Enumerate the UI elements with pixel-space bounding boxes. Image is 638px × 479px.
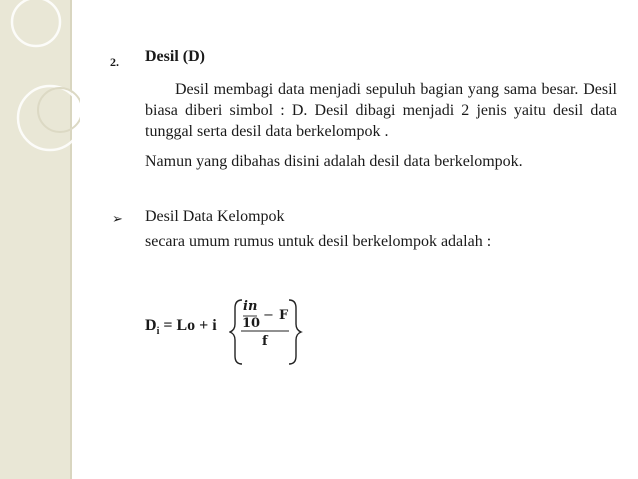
formula-numerator-bottom: 𝟏𝟎 — [242, 316, 261, 331]
formula-minus: − — [263, 308, 274, 323]
formula-F: F — [279, 308, 289, 323]
formula-brackets — [229, 296, 309, 368]
section-title: Desil (D) — [145, 48, 205, 65]
section-number: 2. — [110, 55, 119, 69]
formula-lhs-rest: = Lo + i — [159, 317, 217, 334]
arrow-bullet-icon: ➢ — [112, 211, 123, 226]
subsection-intro: secara umum rumus untuk desil berkelompok adalah : — [145, 233, 492, 250]
formula-f: f — [262, 334, 268, 349]
circle-decoration — [0, 0, 80, 160]
formula-numerator-top: 𝒊𝒏 — [243, 299, 258, 314]
formula-lhs-sub: i — [156, 326, 160, 338]
formula-lhs — [145, 317, 217, 337]
section-paragraph-2: Namun yang dibahas disini adalah desil data berkelompok. — [145, 153, 523, 170]
formula-lhs-var: D — [145, 317, 157, 334]
subsection-title: Desil Data Kelompok — [145, 208, 285, 225]
section-paragraph-1: Desil membagi data menjadi sepuluh bagian yang sama besar. Desil biasa diberi simbol : D. Desil dibagi menjadi 2 jenis yaitu desil data tunggal serta desil data berkelompok . — [145, 81, 617, 140]
